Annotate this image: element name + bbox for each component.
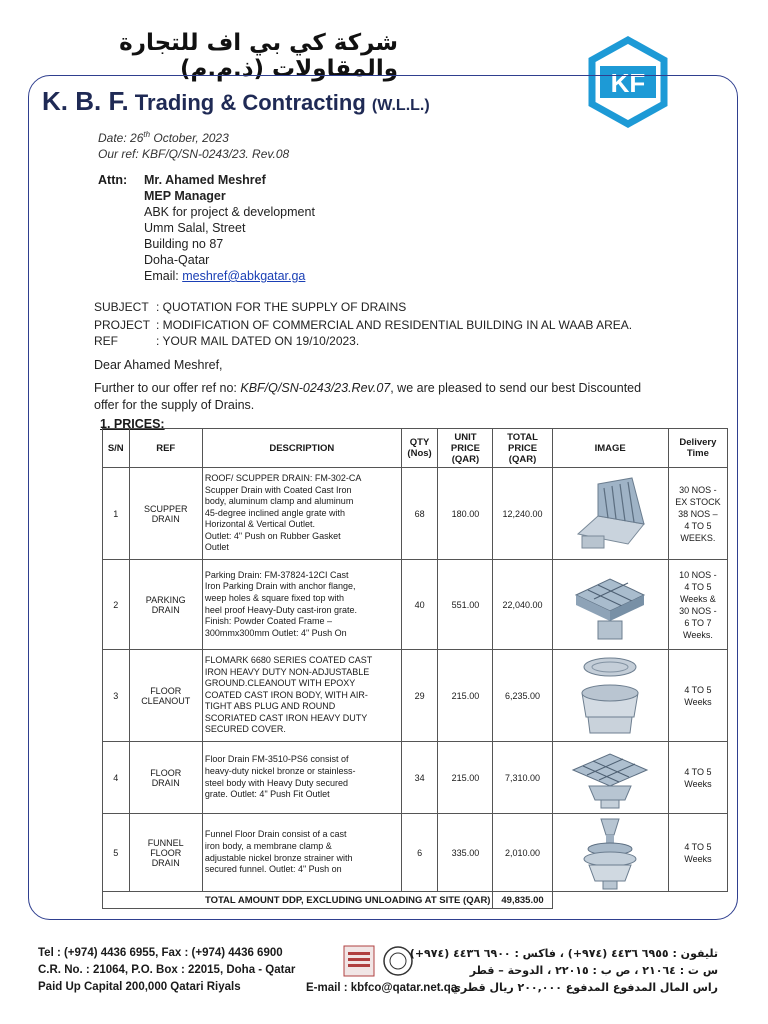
row-sn: 3	[103, 650, 130, 742]
footer-capital: Paid Up Capital 200,000 Qatari Riyals	[38, 981, 241, 993]
table-row	[103, 468, 728, 560]
ref-row: REF : YOUR MAIL DATED ON 19/10/2023.	[94, 334, 360, 348]
footer-ar-capital: راس المال المدفوع المدفوع ٢٠٠,٠٠٠ ريال قطري	[450, 981, 718, 994]
row-ref: PARKING DRAIN	[129, 560, 202, 650]
row-delivery: 4 TO 5 Weeks	[668, 814, 727, 892]
company-name	[42, 86, 430, 117]
row-delivery: 4 TO 5 Weeks	[668, 650, 727, 742]
address-line-3: Building no 87	[144, 237, 224, 251]
total-value: 49,835.00	[493, 892, 552, 909]
total-label: TOTAL AMOUNT DDP, EXCLUDING UNLOADING AT SITE (QAR)	[103, 892, 493, 909]
row-ref: FLOOR DRAIN	[129, 742, 202, 814]
letter-date: Date: 26th October, 2023	[98, 130, 229, 145]
prices-heading: 1. PRICES:	[100, 417, 165, 431]
row-qty: 29	[401, 650, 438, 742]
col-sn: S/N	[103, 429, 130, 468]
row-sn: 4	[103, 742, 130, 814]
price-table	[102, 428, 728, 909]
row-ref: FUNNEL FLOOR DRAIN	[129, 814, 202, 892]
table-row	[103, 742, 728, 814]
floor-drain-image	[552, 742, 668, 814]
col-unit-price: UNIT PRICE (QAR)	[438, 429, 493, 468]
row-sn: 1	[103, 468, 130, 560]
row-description: ROOF/ SCUPPER DRAIN: FM-302-CA Scupper Drain with Coated Cast Iron body, aluminum clamp and aluminum 45-degree inclined angle grate with Horizontal & Vertical Outlet. Outlet: 4" Push on Rubber Gasket Outlet	[202, 468, 401, 560]
attn-title: MEP Manager	[144, 189, 226, 203]
email-line: Email: meshref@abkgatar.ga	[144, 269, 306, 283]
funnel-floor-drain-image	[552, 814, 668, 892]
col-description: DESCRIPTION	[202, 429, 401, 468]
col-qty: QTY (Nos)	[401, 429, 438, 468]
row-sn: 5	[103, 814, 130, 892]
attn-label: Attn:	[98, 173, 128, 187]
total-row	[103, 892, 728, 909]
company-trading: Trading & Contracting	[134, 90, 366, 115]
row-ref: SCUPPER DRAIN	[129, 468, 202, 560]
scupper-drain-image	[552, 468, 668, 560]
row-total: 22,040.00	[493, 560, 552, 650]
row-delivery: 30 NOS - EX STOCK 38 NOS – 4 TO 5 WEEKS.	[668, 468, 727, 560]
row-delivery: 4 TO 5 Weeks	[668, 742, 727, 814]
col-total-price: TOTAL PRICE (QAR)	[493, 429, 552, 468]
row-unit-price: 215.00	[438, 742, 493, 814]
email-link[interactable]: meshref@abkgatar.ga	[182, 269, 306, 283]
table-row	[103, 814, 728, 892]
row-ref: FLOOR CLEANOUT	[129, 650, 202, 742]
parking-drain-image	[552, 560, 668, 650]
row-sn: 2	[103, 560, 130, 650]
company-wll: (W.L.L.)	[371, 97, 430, 114]
row-delivery: 10 NOS - 4 TO 5 Weeks & 30 NOS - 6 TO 7 Weeks.	[668, 560, 727, 650]
footer-tel: Tel : (+974) 4436 6955, Fax : (+974) 4436 6900	[38, 947, 283, 959]
row-total: 2,010.00	[493, 814, 552, 892]
footer-email: E-mail : kbfco@qatar.net.qa	[306, 982, 458, 994]
arabic-company-name: شركة كي بي اف للتجارة والمقاولات (ذ.م.م)	[119, 30, 398, 82]
row-unit-price: 551.00	[438, 560, 493, 650]
row-qty: 6	[401, 814, 438, 892]
row-total: 12,240.00	[493, 468, 552, 560]
col-delivery: Delivery Time	[668, 429, 727, 468]
table-header-row	[103, 429, 728, 468]
row-total: 6,235.00	[493, 650, 552, 742]
attn-name: Mr. Ahamed Meshref	[144, 173, 266, 187]
row-qty: 40	[401, 560, 438, 650]
intro-paragraph-line1: Further to our offer ref no: KBF/Q/SN-0243/23.Rev.07, we are pleased to send our best Discounted	[94, 381, 642, 395]
project-row: PROJECT : MODIFICATION OF COMMERCIAL AND RESIDENTIAL BUILDING IN AL WAAB AREA.	[94, 318, 633, 332]
intro-paragraph-line2: offer for the supply of Drains.	[94, 398, 255, 412]
footer-cr: C.R. No. : 21064, P.O. Box : 22015, Doha - Qatar	[38, 964, 296, 976]
floor-cleanout-image	[552, 650, 668, 742]
address-line-2: Umm Salal, Street	[144, 221, 246, 235]
row-unit-price: 180.00	[438, 468, 493, 560]
subject-row: SUBJECT : QUOTATION FOR THE SUPPLY OF DRAINS	[94, 300, 407, 314]
col-ref: REF	[129, 429, 202, 468]
address-line-4: Doha-Qatar	[144, 253, 210, 267]
row-qty: 68	[401, 468, 438, 560]
row-description: Funnel Floor Drain consist of a cast iron body, a membrane clamp & adjustable nickel bronze strainer with secured funnel. Outlet: 4" Push on	[202, 814, 401, 892]
row-total: 7,310.00	[493, 742, 552, 814]
company-kbf: K. B. F.	[42, 86, 129, 116]
table-row	[103, 560, 728, 650]
col-image: IMAGE	[552, 429, 668, 468]
row-unit-price: 215.00	[438, 650, 493, 742]
address-line-1: ABK for project & development	[144, 205, 315, 219]
row-unit-price: 335.00	[438, 814, 493, 892]
greeting: Dear Ahamed Meshref,	[94, 358, 223, 372]
footer-ar-tel: تليفون : ٦٩٥٥ ٤٤٣٦ (٩٧٤+) ، فاكس : ٦٩٠٠ ٤٤٣٦ (٩٧٤+)	[409, 947, 718, 960]
logo-letters: KF	[610, 68, 646, 98]
table-row	[103, 650, 728, 742]
our-ref: Our ref: KBF/Q/SN-0243/23. Rev.08	[98, 147, 290, 161]
row-description: FLOMARK 6680 SERIES COATED CAST IRON HEAVY DUTY NON-ADJUSTABLE GROUND.CLEANOUT WITH EPOXY COATED CAST IRON BODY, WITH AIR- TIGHT ABS PLUG AND ROUND SCORIATED CAST IRON HEAVY DUTY SECURED COVER.	[202, 650, 401, 742]
row-description: Floor Drain FM-3510-PS6 consist of heavy-duty nickel bronze or stainless- steel body with Heavy Duty secured grate. Outlet: 4" Push Fit Outlet	[202, 742, 401, 814]
row-qty: 34	[401, 742, 438, 814]
row-description: Parking Drain: FM-37824-12CI Cast Iron Parking Drain with anchor flange, weep holes & square fixed top with heel proof Heavy-Duty cast-iron grate. Finish: Powder Coated Frame – 300mmx300mm Outlet: 4" Push On	[202, 560, 401, 650]
footer-ar-cr: س ت : ٢١٠٦٤ ، ص ب : ٢٢٠١٥ ، الدوحة – قطر	[469, 964, 718, 977]
